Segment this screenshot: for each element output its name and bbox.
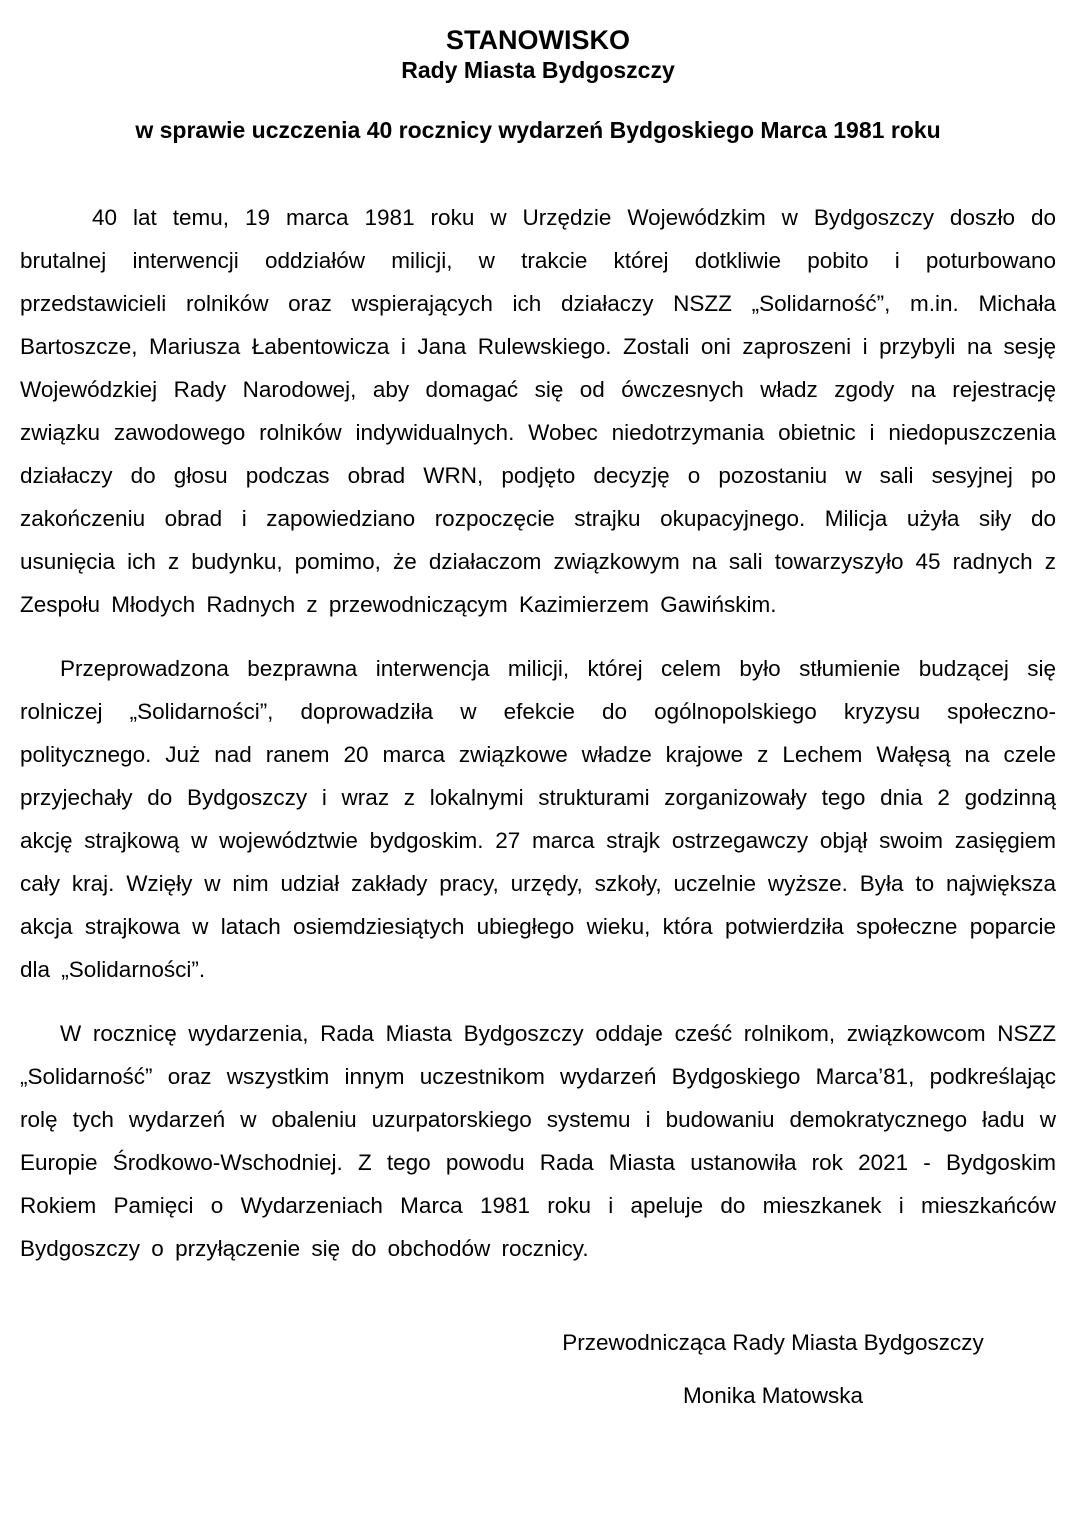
signature-name: Monika Matowska — [682, 1383, 864, 1408]
document-subject-line: w sprawie uczczenia 40 rocznicy wydarzeń Bydgoskiego Marca 1981 roku — [135, 117, 941, 143]
body-paragraph-3: W rocznicę wydarzenia, Rada Miasta Bydgoszczy oddaje cześć rolnikom, związkowcom NSZZ „Solidarność” oraz wszystkim innym uczestnikom wydarzeń Bydgoskiego Marca’81, podkreślając rolę tych wydarzeń w obaleniu uzurpatorskiego systemu i budowaniu demokratycznego ładu w Europie Środkowo-Wschodniej. Z tego powodu Rada Miasta ustanowiła rok 2021 - Bydgoskim Rokiem Pamięci o Wydarzeniach Marca 1981 roku i apeluje do mieszkanek i mieszkańców Bydgoszczy o przyłączenie się do obchodów rocznicy. — [20, 1021, 1056, 1261]
signature-block — [528, 1330, 1018, 1409]
signature-role: Przewodnicząca Rady Miasta Bydgoszczy — [562, 1330, 984, 1355]
body-paragraph-1: 40 lat temu, 19 marca 1981 roku w Urzędzie Wojewódzkim w Bydgoszczy doszło do brutalnej interwencji oddziałów milicji, w trakcie której dotkliwie pobito i poturbowano przedstawicieli rolników oraz wspierających ich działaczy NSZZ „Solidarność”, m.in. Michała Bartoszcze, Mariusza Łabentowicza i Jana Rulewskiego. Zostali oni zaproszeni i przybyli na sesję Wojewódzkiej Rady Narodowej, aby domagać się od ówczesnych władz zgody na rejestrację związku zawodowego rolników indywidualnych. Wobec niedotrzymania obietnic i niedopuszczenia działaczy do głosu podczas obrad WRN, podjęto decyzję o pozostaniu w sali sesyjnej po zakończeniu obrad i zapowiedziano rozpoczęcie strajku okupacyjnego. Milicja użyła siły do usunięcia ich z budynku, pomimo, że działaczom związkowym na sali towarzyszyło 45 radnych z Zespołu Młodych Radnych z przewodniczącym Kazimierzem Gawińskim. — [20, 205, 1056, 617]
document-body — [20, 196, 1056, 1270]
document-title: STANOWISKO — [446, 25, 630, 55]
document-subtitle: Rady Miasta Bydgoszczy — [401, 57, 675, 83]
body-paragraph-2: Przeprowadzona bezprawna interwencja milicji, której celem było stłumienie budzącej się rolniczej „Solidarności”, doprowadziła w efekcie do ogólnopolskiego kryzysu społeczno-politycznego. Już nad ranem 20 marca związkowe władze krajowe z Lechem Wałęsą na czele przyjechały do Bydgoszczy i wraz z lokalnymi strukturami zorganizowały tego dnia 2 godzinną akcję strajkową w województwie bydgoskim. 27 marca strajk ostrzegawczy objął swoim zasięgiem cały kraj. Wzięły w nim udział zakłady pracy, urzędy, szkoły, uczelnie wyższe. Była to największa akcja strajkowa w latach osiemdziesiątych ubiegłego wieku, która potwierdziła społeczne poparcie dla „Solidarności”. — [20, 656, 1056, 982]
